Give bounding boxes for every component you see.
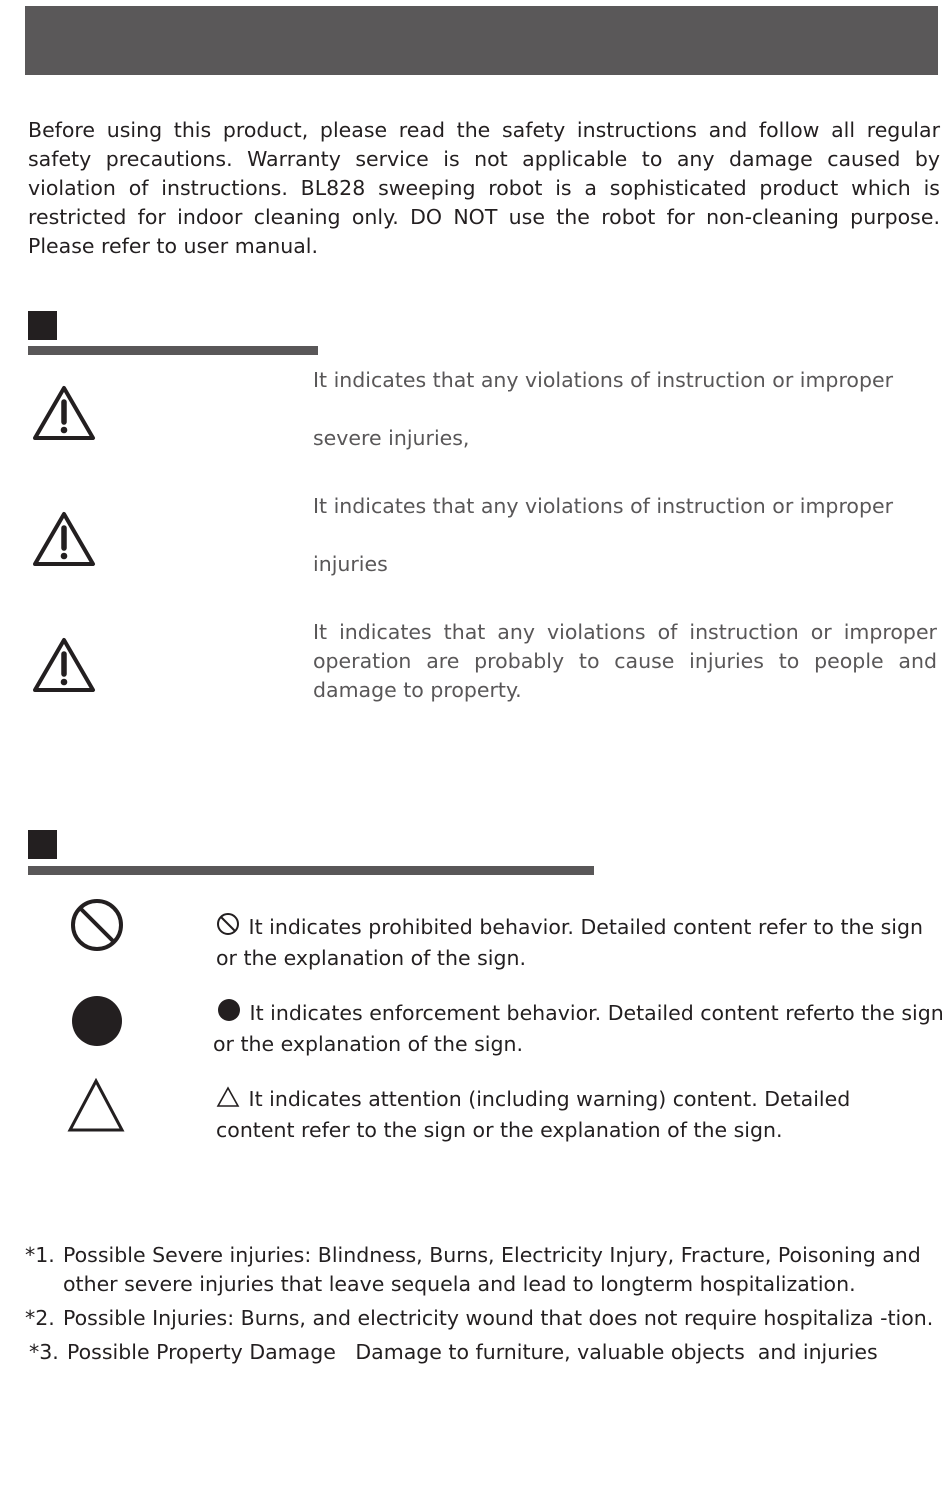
warning-level-1-line2: severe injuries, [313, 426, 470, 450]
warning-level-2-line2: injuries [313, 552, 388, 576]
filled-circle-icon [70, 992, 128, 1050]
warning-triangle-icon [32, 511, 96, 567]
sign-enforcement-description: It indicates enforcement behavior. Detailed content referto the sign or the explanation of the sign. [213, 1001, 944, 1056]
warning-level-2-line1: It indicates that any violations of instruction or improper [313, 494, 894, 518]
sign-attention-description: It indicates attention (including warning) content. Detailed content refer to the sign or the explanation of the sign. [216, 1087, 851, 1142]
footnote-text: Possible Property Damage Damage to furniture, valuable objects and injuries [67, 1340, 878, 1364]
section-rule-warning-levels [28, 346, 318, 355]
sign-prohibited-description: It indicates prohibited behavior. Detailed content refer to the sign or the explanation of the sign. [216, 915, 923, 970]
footnotes [25, 1241, 945, 1372]
prohibited-icon [68, 896, 126, 954]
warning-level-3-text: It indicates that any violations of instruction or improper operation are probably to cause injuries to people and damage to property. [313, 620, 937, 702]
section-marker-warning-levels [28, 311, 57, 340]
section-rule-signs [28, 866, 594, 875]
prohibited-inline-icon [216, 912, 242, 944]
filled-circle-inline-icon [217, 998, 243, 1030]
sign-attention-text [216, 1085, 916, 1145]
footnote-number: *2. [25, 1306, 55, 1330]
warning-triangle-icon [32, 637, 96, 693]
footnote-number: *1. [25, 1243, 55, 1267]
section-marker-signs [28, 830, 57, 859]
footnote-3 [25, 1338, 945, 1367]
footnote-text: Possible Injuries: Burns, and electricity wound that does not require hospitaliza -tion. [63, 1306, 934, 1330]
triangle-inline-icon [216, 1086, 242, 1116]
footnote-2 [25, 1304, 945, 1333]
warning-level-2-text [313, 492, 937, 579]
intro-paragraph: Before using this product, please read the safety instructions and follow all regular safety precautions. Warranty service is not applicable to any damage caused by violation of instructions. BL828 sweeping robot is a sophisticated product which is restricted for indoor cleaning only. DO NOT use the robot for non-cleaning purpose. Please refer to user manual. [28, 118, 940, 258]
warning-level-1-text [313, 366, 937, 453]
warning-level-1-line1: It indicates that any violations of instruction or improper [313, 368, 894, 392]
footnote-1 [25, 1241, 945, 1299]
footnote-number: *3. [29, 1340, 59, 1364]
warning-triangle-icon [32, 385, 96, 441]
sign-prohibited-text [216, 912, 946, 973]
triangle-icon [67, 1078, 125, 1134]
sign-enforcement-text [213, 998, 946, 1059]
footnote-text: Possible Severe injuries: Blindness, Burns, Electricity Injury, Fracture, Poisoning and other severe injuries that leave sequela and lead to longterm hospitalization. [63, 1243, 921, 1296]
header-bar [25, 6, 938, 75]
